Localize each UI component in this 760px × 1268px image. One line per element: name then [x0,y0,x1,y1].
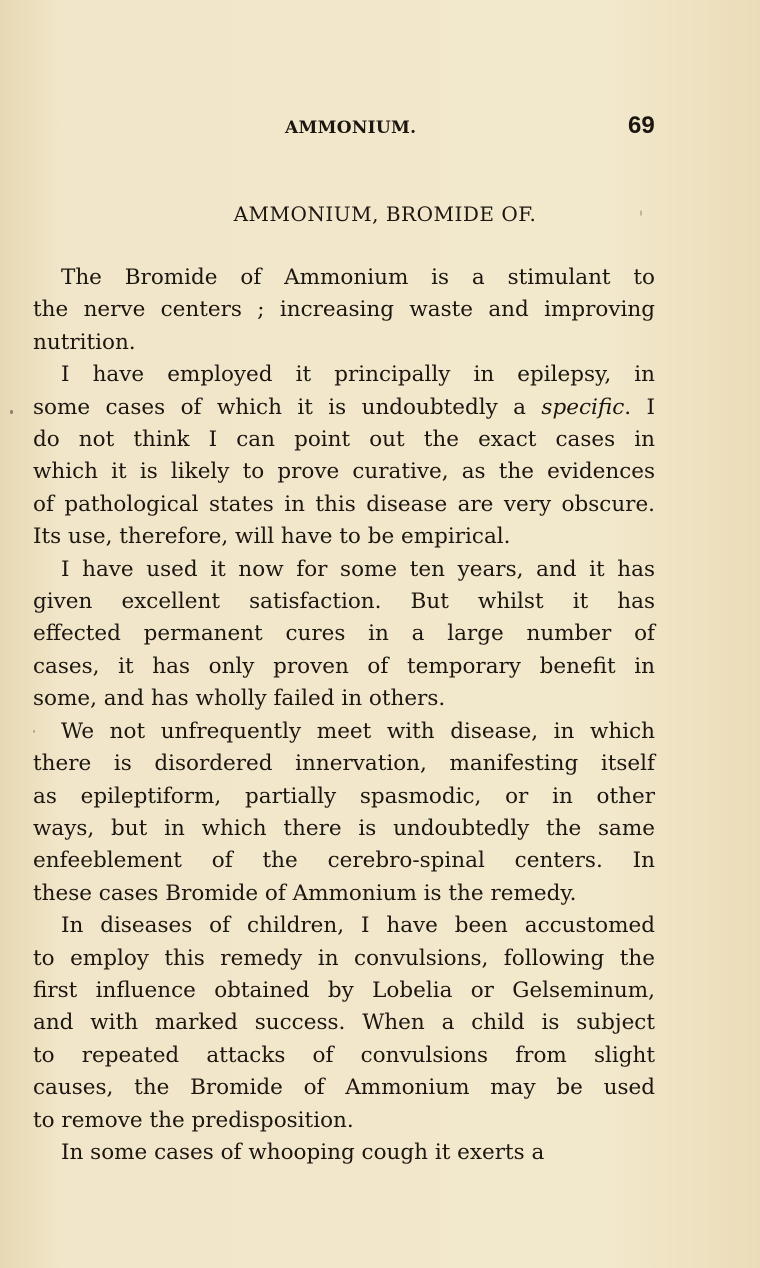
text-line: the nerve centers ; increasing waste and improving [33,297,655,323]
text-line: We not unfrequently meet with disease, in which [61,718,655,744]
text-line: Its use, therefore, will have to be empirical. [33,524,511,550]
paragraph [33,262,655,359]
page-speck [33,730,35,733]
paragraph [33,1137,655,1169]
running-title: AMMONIUM. [285,118,417,138]
text-line: to repeated attacks of convulsions from slight [33,1042,655,1068]
text-line: and with marked success. When a child is subject [33,1010,655,1036]
text-line: do not think I can point out the exact cases in [33,427,655,453]
text-line: The Bromide of Ammonium is a stimulant to [61,265,655,290]
text-line: causes, the Bromide of Ammonium may be used [33,1075,655,1101]
body-text [33,262,655,1169]
paragraph [33,910,655,1137]
paragraph [33,716,655,910]
text-line: I have employed it principally in epilepsy, in [61,362,655,388]
text-line: nutrition. [33,329,136,355]
paragraph [33,359,655,553]
text-line: first influence obtained by Lobelia or Gelseminum, [33,977,655,1003]
text-line: effected permanent cures in a large number of [33,621,655,647]
text-line: of pathological states in this disease are very obscure. [33,491,655,517]
text-line: to remove the predisposition. [33,1107,354,1133]
text-line: In some cases of whooping cough it exerts a [61,1139,545,1165]
text-line: ways, but in which there is undoubtedly the same [33,815,655,841]
text-line: I have used it now for some ten years, and it has [61,556,655,582]
section-title: AMMONIUM, BROMIDE OF. [233,202,537,226]
text-line: In diseases of children, I have been accustomed [61,913,655,939]
running-head [0,112,760,142]
text-line: to employ this remedy in convulsions, following the [33,945,655,971]
text-line: given excellent satisfaction. But whilst it has [33,589,655,615]
text-line: these cases Bromide of Ammonium is the remedy. [33,880,577,906]
text-line: enfeeblement of the cerebro-spinal centers. In [33,848,655,874]
page-speck [640,210,642,216]
page-number: 69 [628,112,655,139]
paragraph [33,554,655,716]
text-line: some, and has wholly failed in others. [33,686,446,712]
text-line: there is disordered innervation, manifesting itself [33,751,655,777]
text-line: as epileptiform, partially spasmodic, or in other [33,783,655,809]
page-speck [10,410,13,414]
text-line: which it is likely to prove curative, as the evidences [33,459,655,485]
text-line: some cases of which it is undoubtedly a specific. I [33,394,655,420]
text-line: cases, it has only proven of temporary benefit in [33,653,655,679]
